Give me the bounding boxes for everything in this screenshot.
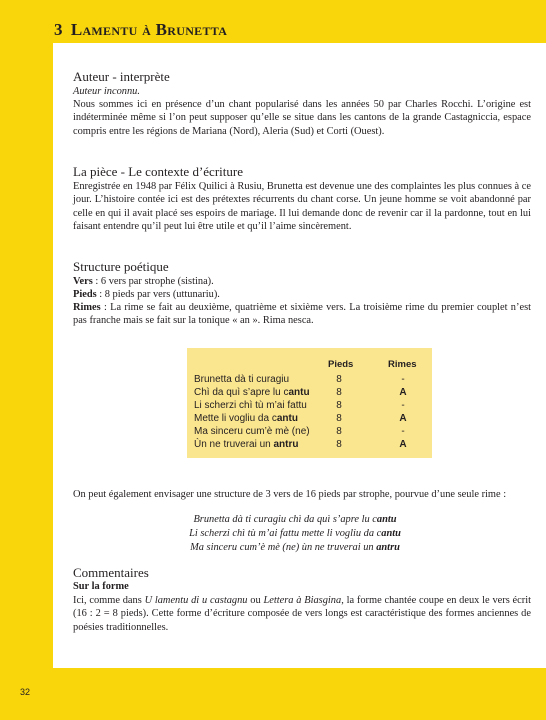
verse-text: Li scherzi chì tù m’ai fattu [194,400,307,411]
pieds-value: 8 [336,400,342,411]
table-row [187,426,432,439]
poem-line: Brunetta dà ti curagiu chì da quì s’apre lu cantu [193,514,397,525]
table-row [187,400,432,413]
poem-line: Ma sinceru cum’è mè (ne) ùn ne truverai un antru [190,542,400,553]
alt-structure-text: On peut également envisager une structure de 3 vers de 16 pieds par strophe, pourvue d’une seule rime : [73,489,507,500]
pieds-value: 8 [336,413,342,424]
table-row [187,439,432,452]
rime-value: A [399,413,407,424]
verse-text: Ùn ne truverai un antru [194,439,299,450]
commentaires-text-3: , la forme chantée coupe en deux le vers écrit (16 : 2 = 8 pieds). Cette forme d’écriture composée de vers longs est caractéristique des formes anciennes de poésies traditionnelles. [73,595,532,633]
verse-text: Chì da quì s’apre lu cantu [194,387,310,398]
commentaires-body [73,594,531,634]
rime-value: A [399,439,407,450]
commentaires-text-1: Ici, comme dans [73,595,145,606]
auteur-heading: Auteur - interprète [73,69,170,84]
rimes-label: Rimes [73,302,101,313]
commentaires-title-2: Lettera à Biasgina [263,595,342,606]
commentaires-title-1: U lamentu di u castagnu [144,595,248,606]
auteur-body: Nous sommes ici en présence d’un chant popularisé dans les années 50 par Charles Rocchi. L’origine est indéterminée même si l’on peut supposer qu’elle se situe dans les cantons de la grande Castagniccia, espace compris entre les régions de Mariana (Nord), Aleria (Sud) et Corti (Ouest). [73,99,531,137]
header-rimes: Rimes [388,359,417,370]
rimes-text: : La rime se fait au deuxième, quatrième et sixième vers. La troisième rime du premier couplet n’est pas franche mais se fait sur la tonique « an ». Rima nesca. [73,302,531,327]
rime-value: A [399,387,407,398]
table-row [187,387,432,400]
structure-rimes [73,301,531,328]
pieds-value: 8 [336,426,342,437]
vers-text: : 6 vers par strophe (sistina). [92,276,214,287]
verse-text: Brunetta dà ti curagiu [194,374,290,385]
poem-block [115,513,475,555]
vers-label: Vers [73,276,93,287]
rime-value: - [401,426,405,437]
piece-body: Enregistrée en 1948 par Félix Quilici à Rusiu, Brunetta est devenue une des complaintes les plus connues à ce jour. L’histoire contée ici est des prétextes récurrents du chant corse. Un jeune homme se voit abandonné par celle en qui il avait placé ses espoirs de mariage. Il lui demande donc de revenir car il la pardonne, tout en lui faisant entendre qu’il peut lui être utile et qu’il l’aime sincèrement. [73,181,531,232]
page-number: 32 [20,687,31,697]
pieds-value: 8 [336,387,342,398]
rime-value: - [401,400,405,411]
pieds-text: : 8 pieds par vers (uttunariu). [96,289,220,300]
structure-pieds [73,288,531,301]
chapter-title-text: Lamentu à Brunetta [70,20,228,39]
table-row [187,413,432,426]
pieds-value: 8 [336,439,342,450]
verse-text: Mette li vogliu da cantu [194,413,298,424]
auteur-subtitle: Auteur inconnu. [73,86,140,97]
commentaires-subheading: Sur la forme [73,581,129,592]
structure-heading: Structure poétique [73,259,169,274]
verse-text: Ma sinceru cum’è mè (ne) [194,426,310,437]
commentaires-heading: Commentaires [73,565,149,580]
pieds-label: Pieds [73,289,97,300]
piece-heading: La pièce - Le contexte d’écriture [73,164,243,179]
pieds-value: 8 [336,374,342,385]
commentaires-text-2: ou [247,595,264,606]
chapter-number: 3 [54,20,63,39]
structure-vers [73,275,531,288]
rhyme-table [187,348,432,458]
header-pieds: Pieds [328,359,354,370]
chapter-title [54,20,227,40]
poem-line: Li scherzi chì tù m’ai fattu mette li vogliu da cantu [189,528,401,539]
rime-value: - [401,374,405,385]
table-row [187,374,432,387]
